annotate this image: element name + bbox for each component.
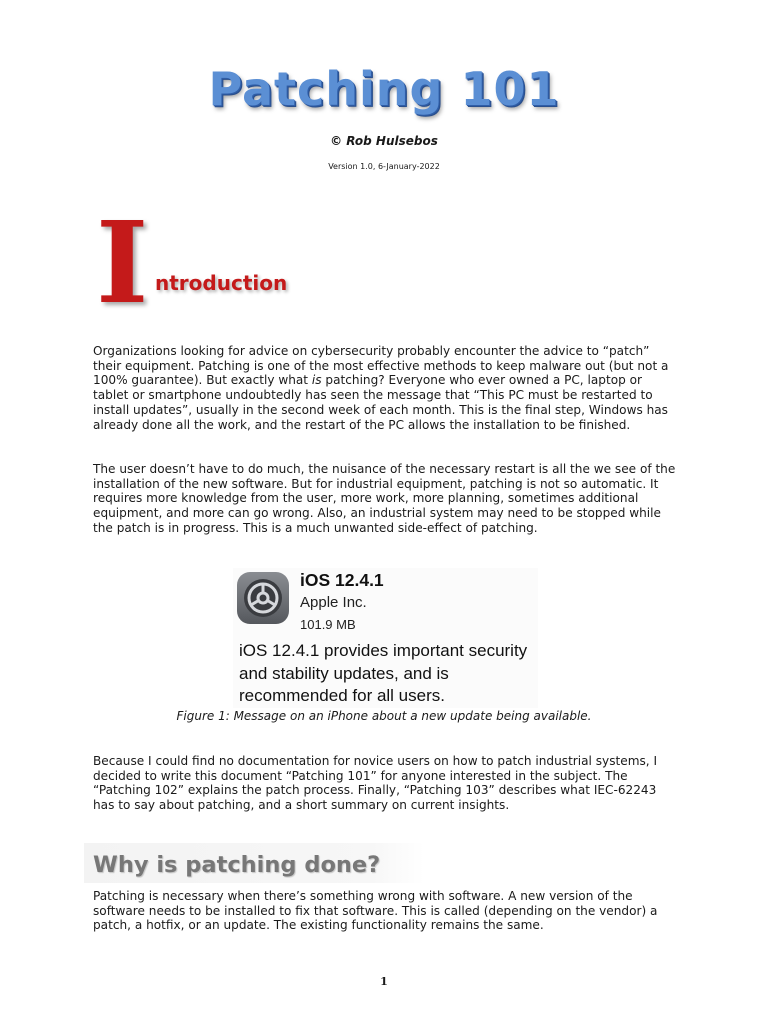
- figure-caption: Figure 1: Message on an iPhone about a new update being available.: [176, 709, 592, 723]
- document-title: Patching 101: [208, 62, 560, 116]
- intro-paragraph-2: The user doesn’t have to do much, the nuisance of the necessary restart is all the we see of the installation of the new software. But for industrial equipment, patching is not so automatic. It requires more knowledge from the user, more work, more planning, sometimes additional equipment, and more can go wrong. Also, an industrial system may need to be stopped while the patch is in progress. This is a much unwanted side-effect of patching.: [93, 462, 676, 535]
- update-description: iOS 12.4.1 provides important security and stability updates, and is recommended for all users.: [239, 641, 528, 705]
- version-line: Version 1.0, 6-January-2022: [328, 162, 440, 171]
- page-number: 1: [380, 975, 388, 988]
- update-size: 101.9 MB: [300, 617, 356, 632]
- update-name: iOS 12.4.1: [300, 570, 384, 590]
- intro-drop-cap: I: [96, 198, 149, 329]
- section-paragraph: Patching is necessary when there’s something wrong with software. A new version of the software needs to be installed to fix that software. This is called (depending on the vendor) a patch, a hotfix, or an update. The existing functionality remains the same.: [93, 889, 658, 933]
- update-vendor: Apple Inc.: [300, 594, 367, 611]
- paragraph-3: Because I could find no documentation for novice users on how to patch industrial systems, I decided to write this document “Patching 101” for anyone interested in the subject. The “Patching 102” explains the patch process. Finally, “Patching 103” describes what IEC-62243 has to say about patching, and a short summary on current insights.: [93, 754, 658, 813]
- settings-gear-icon: [237, 572, 289, 624]
- section-heading: Why is patching done?: [93, 852, 381, 878]
- ios-update-figure: [233, 568, 538, 708]
- intro-heading: ntroduction: [155, 271, 288, 295]
- intro-paragraph-1: Organizations looking for advice on cybersecurity probably encounter the advice to “patch” their equipment. Patching is one of the most effective methods to keep malware out (but not a 100% guarantee). But exactly what is patching? Everyone who ever owned a PC, laptop or tablet or smartphone undoubtedly has seen the message that “This PC must be restarted to install updates”, usually in the second week of each month. This is the final step, Windows has already done all the work, and the restart of the PC allows the installation to be finished.: [93, 344, 669, 432]
- author-line: © Rob Hulsebos: [330, 134, 438, 148]
